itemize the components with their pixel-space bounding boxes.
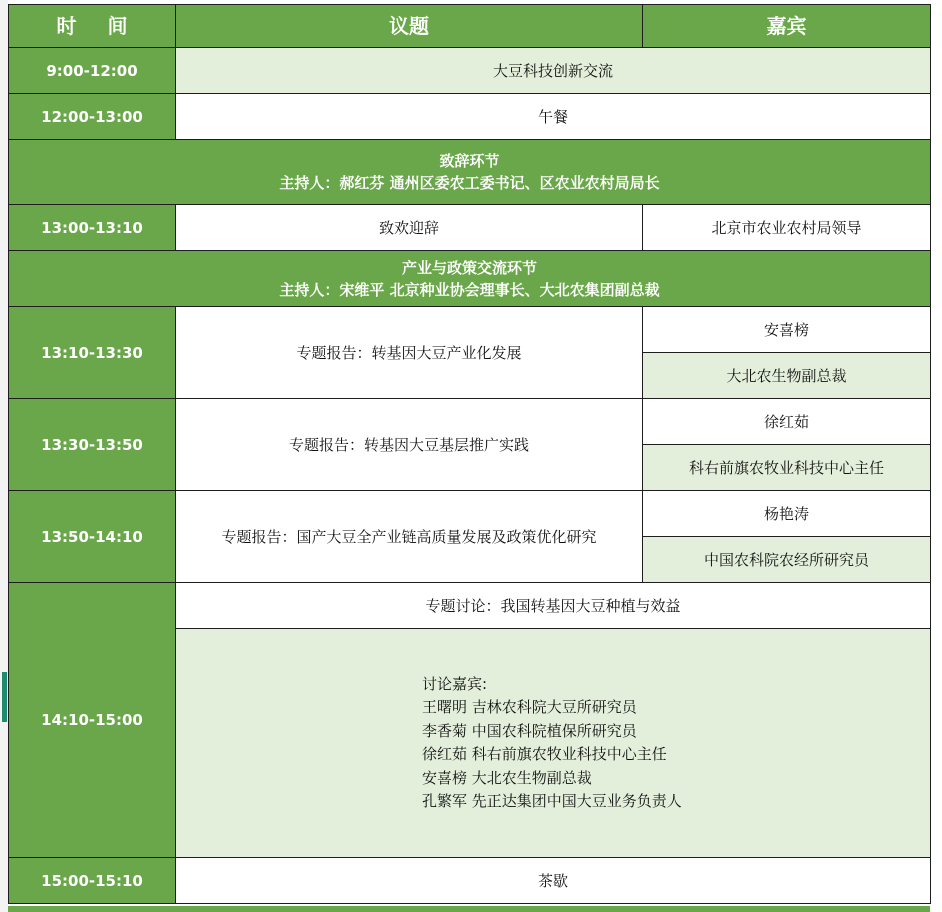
topic-cell: 专题讨论：我国转基因大豆种植与效益 [176,583,931,629]
panelist: 安喜榜 大北农生物副总裁 [422,768,592,787]
section-cell [9,140,931,205]
table-row [9,858,931,904]
section-cell [9,251,931,307]
table-row [9,94,931,140]
time-cell: 9:00-12:00 [9,48,176,94]
table-row [9,583,931,629]
topic-cell: 专题报告：国产大豆全产业链高质量发展及政策优化研究 [176,491,643,583]
section-title: 产业与政策交流环节 [401,258,537,277]
time-cell: 14:10-15:00 [9,583,176,858]
topic-cell: 午餐 [176,94,931,140]
guest-title-cell: 科右前旗农牧业科技中心主任 [643,445,931,491]
topic-cell: 专题报告：转基因大豆产业化发展 [176,307,643,399]
header-time: 时 间 [9,5,176,48]
topic-cell: 致欢迎辞 [176,205,643,251]
time-cell: 15:00-15:10 [9,858,176,904]
header-guest: 嘉宾 [643,5,931,48]
panelist: 徐红茹 科右前旗农牧业科技中心主任 [422,745,667,763]
table-row [9,205,931,251]
time-cell: 13:00-13:10 [9,205,176,251]
next-row-edge [8,906,930,912]
time-cell: 13:10-13:30 [9,307,176,399]
panel-label: 讨论嘉宾: [422,674,488,693]
guest-name-cell: 安喜榜 [643,307,931,353]
table-row [9,307,931,353]
guest-title-cell: 中国农科院农经所研究员 [643,537,931,583]
panelist: 孔繁军 先正达集团中国大豆业务负责人 [422,792,682,810]
edge-marker [2,672,7,722]
table-header-row [9,5,931,48]
table-row [9,399,931,445]
topic-cell: 专题报告：转基因大豆基层推广实践 [176,399,643,491]
section-host: 主持人：宋维平 北京种业协会理事长、大北农集团副总裁 [279,280,660,299]
section-host: 主持人：郝红芬 通州区委农工委书记、区农业农村局局长 [279,174,660,192]
section-row [9,140,931,205]
header-topic: 议题 [176,5,643,48]
topic-cell: 大豆科技创新交流 [176,48,931,94]
guest-title-cell: 大北农生物副总裁 [643,353,931,399]
agenda-table [8,4,931,904]
section-row [9,251,931,307]
table-row [9,48,931,94]
table-row [9,491,931,537]
section-title: 致辞环节 [439,152,500,170]
panelist: 王曙明 吉林农科院大豆所研究员 [422,698,637,716]
time-cell: 13:50-14:10 [9,491,176,583]
time-cell: 13:30-13:50 [9,399,176,491]
panel-cell [176,629,931,858]
guest-cell: 北京市农业农村局领导 [643,205,931,251]
panelist: 李香菊 中国农科院植保所研究员 [422,721,637,740]
time-cell: 12:00-13:00 [9,94,176,140]
guest-name-cell: 徐红茹 [643,399,931,445]
guest-name-cell: 杨艳涛 [643,491,931,537]
topic-cell: 茶歇 [176,858,931,904]
page-left-edge [0,0,8,912]
